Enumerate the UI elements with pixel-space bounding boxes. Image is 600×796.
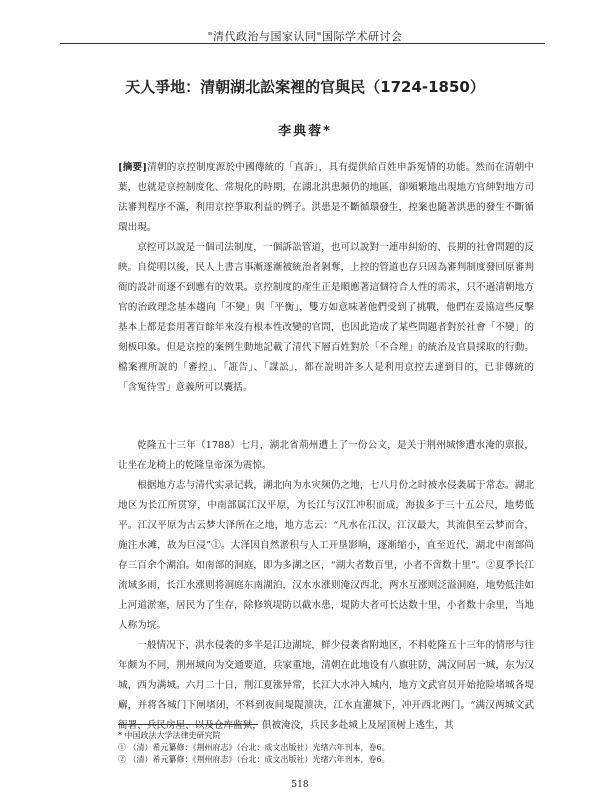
footnotes bbox=[118, 730, 534, 766]
abstract-paragraph-1 bbox=[118, 158, 534, 238]
body-paragraph-3: 一般情况下，洪水侵袭的多半是江边湖垸，鲜少侵袭省附地区，不料乾隆五十三年的情形与往年颇为不同，荆州城向为交通要道，兵家重地，清朝在此地设有八旗驻防，满汉同居一城，东为汉城，西为满城。六月二十日，荆江夏涨异常，长江大水冲入城内，地方文武官员开始抢险堵城各堤廨，并将各城门下闸堵闭，不料到夜间堤隄溃决，江水直灌城下，冲开西北两门。“满汉两城文武衙署、兵民房屋、以及仓库监狱，俱被淹没，兵民多赴城上及屋顶树上逃生，其 bbox=[118, 640, 534, 731]
page-number: 518 bbox=[291, 780, 309, 790]
running-header: "清代政治与国家认同"国际学术研讨会 bbox=[207, 30, 403, 43]
abstract-text-1: 清朝的京控制度源於中國傳統的「直訴」，具有提供給百姓申訴冤情的功能。然而在清朝中葉，也就是京控制度化、常規化的時期，在湖北洪患頻仍的地區，卻頻繁地出現地方官紳對地方司法審判程序不滿，利用京控爭取利益的例子。洪患是不斷循環發生，控案也隨著洪患的發生不斷循環出現。 bbox=[118, 162, 534, 233]
body-paragraph-2: 根据地方志与清代实录记载，湖北向为水灾频仍之地，七八月份之时被水侵袭属于常态。湖北地区为长江所贯穿，中南部属江汉平原，为长江与汉江冲积而成，海拔多于三十五公尺，地势低平。江汉平原为古云梦大泽所在之地，地方志云：“凡水在江汉，江汉最大，其流俱至云梦而合，施注水滩，故为巨浸”①。大泽因自然淤积与人工开垦影响，逐渐缩小，直至近代，湖北中南部尚存三百余个湖泊。如南部的洞庭，即为多湖之区，“湖大者数百里，小者不啻数十里”。②夏季长江流域多雨，长江水涨则将洞庭东南湖泊，汉水水涨则淹汉西北，两水互涨则泛溢洞庭，地势低洼如上河道淤塞，居民为了生存，除修筑堤防以截水患，堤防大者可长达数十里，小者数十余里，当地人称为垸。 bbox=[118, 480, 534, 631]
body-paragraph-1: 乾隆五十三年（1788）七月，湖北省荊州遭上了一份公文，是关于荆州城惨遭水淹的禀报，让坐在龙椅上的乾隆皇帝深为震惊。 bbox=[118, 440, 534, 471]
footnote-affiliation: * 中国政法大学法律史研究院 bbox=[118, 731, 221, 740]
article-author: 李典蓉* bbox=[278, 124, 332, 139]
header-rule bbox=[60, 43, 545, 44]
abstract-paragraph-2: 京控可以說是一個司法制度，一個訴訟管道，也可以說對一連串糾紛的、長期的社會問題的反映。自從明以後，民人上書言事漸逐漸被統治者剝奪，上控的管道也存只因為審判制度發回原審判衙的設計而逐不到應有的效果。京控制度的產生正是順應著這個符合人性的需求，只不過清朝地方官的治政理念基本趨向「不變」與「平衡」，雙方如意味著他們受到了挑戰，他們在妥協這些反擊基本上都是套用著百餘年來沒有根本性改變的官問，也因此造成了某些問題者對於社會「不變」的刻板印象。但是京控的案例生動地記載了清代下層百姓對於「不合理」的統治及官員採取的行動。檔案裡所說的「審控」、「誑告」、「謀訟」，都在說明許多人是利用京控去達到目的，已非傳統的「含冤待雪」意義所可以囊括。 bbox=[118, 242, 534, 393]
footnote-rule bbox=[118, 724, 258, 725]
article-title: 天人爭地：清朝湖北訟案裡的官與民（1724-1850） bbox=[125, 78, 485, 96]
abstract bbox=[118, 158, 534, 398]
body-text bbox=[118, 436, 534, 736]
abstract-label: [摘要] bbox=[118, 162, 147, 173]
footnote-1: ① （清）希元纂修：《荆州府志》（台北：成文出版社）光绪六年刊本，卷6。 bbox=[118, 743, 390, 752]
footnote-2: ② （清）希元纂修：《荆州府志》（台北：成文出版社）光绪六年刊本，卷6。 bbox=[118, 755, 390, 764]
